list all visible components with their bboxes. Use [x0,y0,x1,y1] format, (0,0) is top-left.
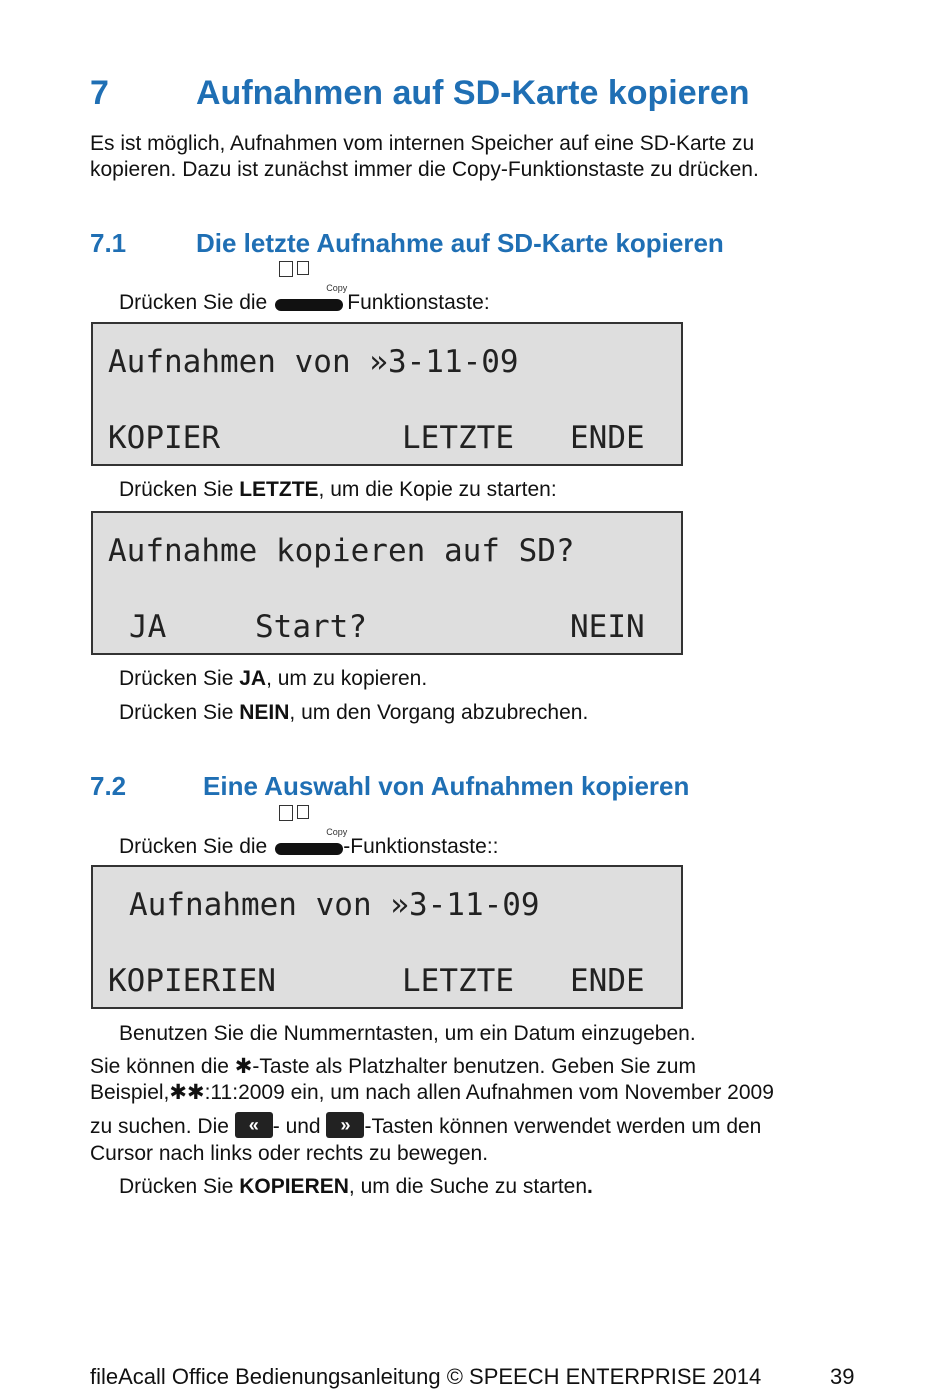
instruction-text: Drücken Sie die [119,835,268,858]
intro-line-2: kopieren. Dazu ist zunächst immer die Copy-Funktionstaste zu drücken. [90,158,759,181]
lcd-display-1 [91,322,683,466]
press-copy-instruction-2 [119,827,499,860]
paragraph-text: Sie können die [90,1055,235,1078]
lcd-line: Aufnahmen von »3-11-09 [129,887,540,923]
press-copy-instruction [119,283,490,316]
paragraph-text: Beispiel, [90,1081,170,1104]
instruction-text: Drücken Sie [119,667,240,690]
lcd-line: Aufnahmen von »3-11-09 [108,344,519,380]
sd-card-icon [297,805,309,819]
sd-card-icon [297,261,309,275]
instruction-number-keys: Benutzen Sie die Nummerntasten, um ein Datum einzugeben. [119,1022,696,1045]
paragraph-text: -Taste als Platzhalter benutzen. Geben Sie zum [252,1055,696,1078]
instruction-nein [119,700,588,726]
lcd-line: Aufnahme kopieren auf SD? [108,533,575,569]
lcd-display-3 [91,865,683,1009]
chapter-title: Aufnahmen auf SD-Karte kopieren [196,74,750,112]
paragraph-line-1 [90,1054,696,1080]
chapter-heading [90,74,750,113]
chapter-number: 7 [90,74,109,112]
section-number: 7.2 [90,771,127,801]
instruction-letzte [119,477,557,503]
paragraph-line-3 [90,1112,761,1140]
softkey-right-label: NEIN [570,609,645,645]
forward-key-icon: » [326,1112,364,1138]
paragraph-text: zu suchen. Die [90,1115,235,1138]
instruction-text: Drücken Sie [119,478,240,501]
key-bar [275,299,343,311]
instruction-text: Drücken Sie die [119,291,268,314]
key-name: LETZTE [239,478,319,501]
document-icon [279,805,293,821]
instruction-kopieren [119,1174,593,1200]
star-key-icon: ✱ [234,1055,253,1078]
rewind-key-icon: « [235,1112,273,1138]
softkey-left-label: JA [129,609,167,645]
intro-line-1: Es ist möglich, Aufnahmen vom internen Speicher auf eine SD-Karte zu [90,132,755,155]
paragraph-line-4: Cursor nach links oder rechts zu bewegen. [90,1142,489,1165]
softkey-middle-label: LETZTE [402,420,514,456]
lcd-display-2 [91,511,683,655]
paragraph-text: - und [272,1115,327,1138]
section-number: 7.1 [90,228,127,258]
page-number: 39 [830,1364,855,1389]
instruction-ja [119,666,427,692]
softkey-left-label: KOPIERIEN [108,963,276,999]
instruction-text: , um den Vorgang abzubrechen. [289,701,589,724]
paragraph-text: -Tasten können verwendet werden um den [364,1115,762,1138]
instruction-text: , um die Suche zu starten [348,1175,588,1198]
page-footer: fileAcall Office Bedienungsanleitung © SPEECH ENTERPRISE 2014 [90,1364,762,1389]
paragraph-line-2 [90,1080,774,1106]
key-name: KOPIEREN [239,1175,349,1198]
instruction-text: Drücken Sie [119,701,240,724]
document-icon [279,261,293,277]
softkey-middle-label: LETZTE [402,963,514,999]
instruction-text: -Funktionstaste:: [343,835,499,858]
instruction-text: Funktionstaste: [347,291,490,314]
copy-function-key [275,827,348,855]
copy-key-label: Copy [326,827,348,837]
copy-key-label: Copy [326,283,348,293]
section-7-1-heading [90,228,724,259]
star-key-icon: ✱✱ [169,1081,205,1104]
softkey-right-label: ENDE [570,963,645,999]
key-name: NEIN [239,701,290,724]
section-title: Die letzte Aufnahme auf SD-Karte kopieren [196,228,724,258]
softkey-middle-label: Start? [255,609,367,645]
section-7-2-heading [90,771,689,802]
period: . [587,1175,593,1198]
softkey-right-label: ENDE [570,420,645,456]
key-bar [275,843,343,855]
section-title: Eine Auswahl von Aufnahmen kopieren [203,771,690,801]
instruction-text: , um zu kopieren. [266,667,428,690]
copy-function-key [275,283,348,311]
instruction-text: , um die Kopie zu starten: [318,478,557,501]
paragraph-text: :11:2009 ein, um nach allen Aufnahmen vom November 2009 [204,1081,774,1104]
key-name: JA [239,667,267,690]
softkey-left-label: KOPIER [108,420,220,456]
instruction-text: Drücken Sie [119,1175,240,1198]
